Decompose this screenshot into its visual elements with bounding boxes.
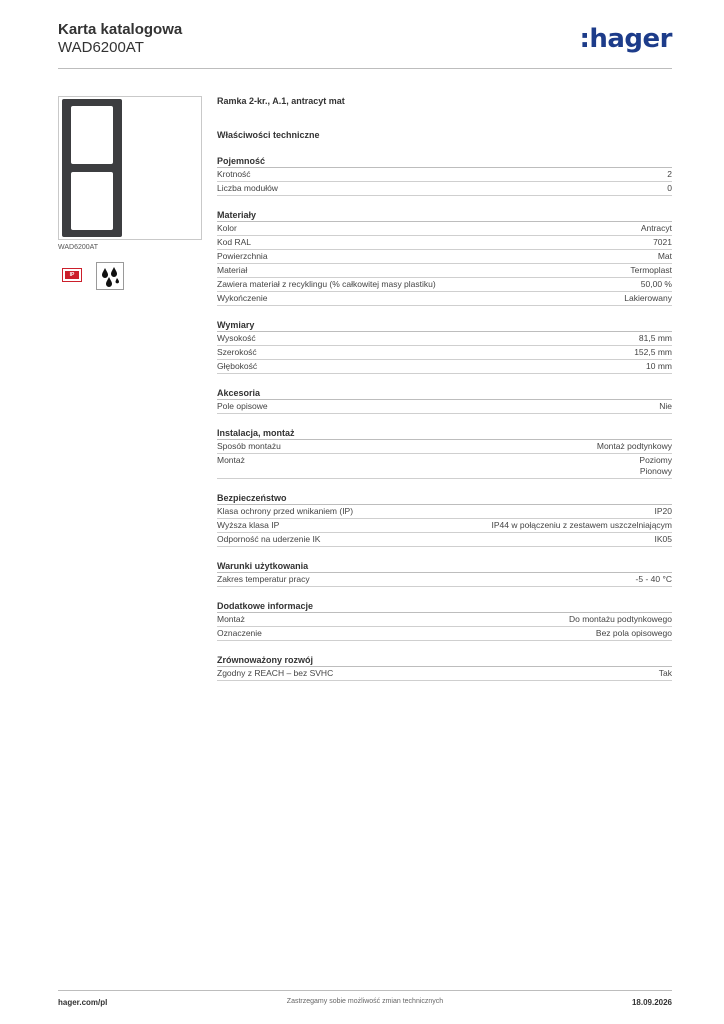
property-label: Krotność xyxy=(217,169,251,179)
property-value xyxy=(667,169,672,180)
section-title: Wymiary xyxy=(217,320,672,332)
property-value-line: IK05 xyxy=(654,534,672,544)
property-value-line: 50,00 % xyxy=(640,279,672,289)
ip-rating-icon xyxy=(62,268,82,282)
property-row xyxy=(217,667,672,681)
section-title: Materiały xyxy=(217,210,672,222)
property-sections xyxy=(217,156,672,681)
property-value xyxy=(492,520,672,531)
section-title: Warunki użytkowania xyxy=(217,561,672,573)
property-section xyxy=(217,428,672,479)
property-label: Wyższa klasa IP xyxy=(217,520,280,530)
property-row xyxy=(217,505,672,519)
property-row xyxy=(217,292,672,306)
property-value xyxy=(597,441,672,452)
property-value-line: 10 mm xyxy=(646,361,672,371)
product-name: Ramka 2-kr., A.1, antracyt mat xyxy=(217,96,345,106)
frame-slot-bottom xyxy=(71,172,113,230)
property-label: Kolor xyxy=(217,223,237,233)
property-row xyxy=(217,222,672,236)
property-value xyxy=(655,534,673,545)
property-section xyxy=(217,210,672,306)
property-value-line: 2 xyxy=(667,169,672,179)
frame-illustration xyxy=(62,99,122,237)
property-label: Pole opisowe xyxy=(217,401,268,411)
technical-properties xyxy=(217,96,672,681)
section-title: Bezpieczeństwo xyxy=(217,493,672,505)
section-title: Akcesoria xyxy=(217,388,672,400)
page-header xyxy=(58,20,672,70)
property-section xyxy=(217,493,672,547)
section-title: Instalacja, montaż xyxy=(217,428,672,440)
property-value-line: Bez pola opisowego xyxy=(595,628,672,638)
property-value-line: IP20 xyxy=(654,506,672,516)
property-value xyxy=(624,293,672,304)
property-row xyxy=(217,250,672,264)
water-drops-svg xyxy=(97,263,123,289)
property-value xyxy=(630,265,672,276)
property-row xyxy=(217,440,672,454)
property-section xyxy=(217,601,672,641)
property-label: Montaż xyxy=(217,614,245,624)
property-section xyxy=(217,156,672,196)
property-row xyxy=(217,519,672,533)
property-value xyxy=(646,361,672,372)
logo-text: hager xyxy=(589,24,672,54)
property-row xyxy=(217,360,672,374)
property-value-line: 152,5 mm xyxy=(634,347,672,357)
property-value-line: Mat xyxy=(657,251,672,261)
footer-date: 18.09.2026 xyxy=(631,998,672,1007)
property-value-line: Nie xyxy=(659,401,672,411)
property-value-line: Antracyt xyxy=(640,223,672,233)
property-label: Materiał xyxy=(217,265,248,275)
property-label: Powierzchnia xyxy=(217,251,268,261)
property-value-line: Lakierowany xyxy=(624,293,672,303)
property-label: Wykończenie xyxy=(217,293,268,303)
property-value xyxy=(659,401,672,412)
document-title: Karta katalogowa xyxy=(58,21,183,38)
property-label: Wysokość xyxy=(217,333,256,343)
product-code: WAD6200AT xyxy=(58,39,144,56)
section-title: Pojemność xyxy=(217,156,672,168)
property-section xyxy=(217,388,672,414)
property-row xyxy=(217,454,672,479)
footer-divider xyxy=(58,990,672,991)
property-row xyxy=(217,613,672,627)
property-section xyxy=(217,655,672,681)
property-row xyxy=(217,278,672,292)
property-value xyxy=(658,251,672,262)
property-label: Odporność na uderzenie IK xyxy=(217,534,321,544)
property-value-line: IP44 w połączeniu z zestawem uszczelniającym xyxy=(491,520,672,530)
property-row xyxy=(217,168,672,182)
property-section xyxy=(217,561,672,587)
water-drops-icon xyxy=(96,262,124,290)
hager-logo: :hager xyxy=(579,24,672,54)
property-value-line: 7021 xyxy=(653,237,672,247)
property-value-line: Do montażu podtynkowego xyxy=(568,614,672,624)
section-title: Zrównoważony rozwój xyxy=(217,655,672,667)
property-value xyxy=(636,574,672,585)
property-label: Liczba modułów xyxy=(217,183,278,193)
footer-note: Zastrzegamy sobie możliwość zmian technicznych xyxy=(286,998,444,1005)
property-value xyxy=(639,333,672,344)
property-value xyxy=(569,614,672,625)
property-value xyxy=(596,628,672,639)
property-label: Oznaczenie xyxy=(217,628,262,638)
ip-badge-label: IP xyxy=(65,271,79,279)
property-value-line: Termoplast xyxy=(630,265,672,275)
header-divider xyxy=(58,68,672,69)
property-row xyxy=(217,533,672,547)
property-row xyxy=(217,264,672,278)
property-value-line: Pionowy xyxy=(639,466,672,476)
section-title: Dodatkowe informacje xyxy=(217,601,672,613)
property-row xyxy=(217,332,672,346)
properties-heading: Właściwości techniczne xyxy=(217,130,320,140)
property-row xyxy=(217,182,672,196)
property-value xyxy=(653,237,672,248)
property-value-line: Montaż podtynkowy xyxy=(596,441,672,451)
image-caption: WAD6200AT xyxy=(58,244,99,251)
property-value-line: Tak xyxy=(658,668,672,678)
property-label: Klasa ochrony przed wnikaniem (IP) xyxy=(217,506,354,516)
property-label: Zakres temperatur pracy xyxy=(217,574,310,584)
property-value xyxy=(655,506,673,517)
property-label: Kod RAL xyxy=(217,237,252,247)
property-value-line: 0 xyxy=(667,183,672,193)
property-label: Zawiera materiał z recyklingu (% całkowitej masy plastiku) xyxy=(217,279,436,289)
property-value xyxy=(634,347,672,358)
property-row xyxy=(217,346,672,360)
property-value xyxy=(659,668,672,679)
property-value-line: Poziomy xyxy=(639,455,672,465)
property-row xyxy=(217,573,672,587)
property-label: Montaż xyxy=(217,455,245,465)
property-label: Sposób montażu xyxy=(217,441,281,451)
property-value xyxy=(639,455,672,477)
property-row xyxy=(217,400,672,414)
property-label: Głębokość xyxy=(217,361,258,371)
frame-slot-top xyxy=(71,106,113,164)
property-value-line: -5 - 40 °C xyxy=(635,574,672,584)
footer-url: hager.com/pl xyxy=(58,998,108,1007)
product-image xyxy=(58,96,202,240)
property-row xyxy=(217,236,672,250)
property-label: Zgodny z REACH – bez SVHC xyxy=(217,668,334,678)
property-section xyxy=(217,320,672,374)
property-label: Szerokość xyxy=(217,347,257,357)
property-value xyxy=(641,223,672,234)
property-value xyxy=(641,279,672,290)
property-row xyxy=(217,627,672,641)
property-value-line: 81,5 mm xyxy=(638,333,672,343)
property-value xyxy=(667,183,672,194)
